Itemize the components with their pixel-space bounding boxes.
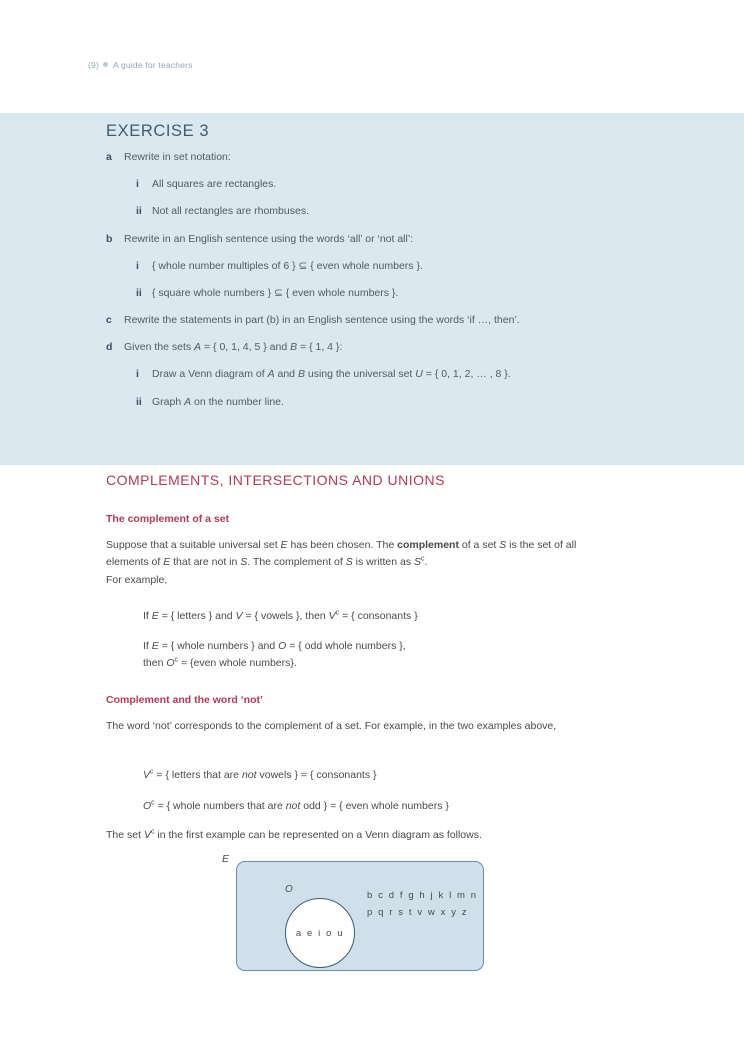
paragraph-suppose-universal-set: Suppose that a suitable universal set E has been chosen. The complement of a set S is the set of all elements of E that are not in S. The complement of S is written as $S^c$. For example, (106, 539, 577, 586)
exercise-item (136, 259, 686, 273)
venn-diagram (222, 853, 492, 978)
exercise-item-marker: ii (136, 286, 142, 299)
exercise-item-text: Graph A on the number line. (152, 395, 284, 408)
exercise-item-marker: i (136, 259, 139, 272)
exercise-item-marker: d (106, 341, 113, 354)
exercise-item-text: Rewrite in an English sentence using the words ‘all’ or ‘not all’: (124, 232, 414, 245)
exercise-item (136, 204, 686, 218)
paragraph-word-not: The word ‘not’ corresponds to the complement of a set. For example, in the two examples above, (106, 720, 557, 732)
exercise-item-marker: c (106, 314, 112, 327)
bullet-dot-icon (103, 62, 108, 67)
exercise-item-text: Draw a Venn diagram of A and B using the universal set U = { 0, 1, 2, … , 8 }. (152, 368, 511, 381)
example-line-odd-numbers: If E = { whole numbers } and O = { odd whole numbers }, then $O^c$ = {even whole numbers}. (143, 640, 406, 669)
exercise-item (136, 177, 686, 191)
subheading-complement-and-not: Complement and the word ‘not’ (106, 694, 263, 706)
venn-outside-contents (367, 888, 478, 921)
exercise-item-text: Rewrite in set notation: (124, 151, 231, 163)
venn-circle (285, 898, 355, 968)
exercise-item-marker: i (136, 368, 139, 381)
exercise-title: EXERCISE 3 (106, 122, 210, 140)
section-heading: COMPLEMENTS, INTERSECTIONS AND UNIONS (106, 472, 445, 488)
exercise-item-text: Given the sets A = { 0, 1, 4, 5 } and B = { 1, 4 }: (124, 341, 343, 354)
venn-outside-line-2: p q r s t v w x y z (367, 906, 469, 918)
paragraph-venn-intro: The set $V^c$ in the first example can be represented on a Venn diagram as follows. (106, 828, 482, 841)
exercise-item-marker: a (106, 151, 112, 163)
exercise-item (136, 286, 686, 300)
exercise-question-list (106, 150, 686, 422)
venn-circle-label: O (285, 884, 293, 895)
exercise-item-text: Not all rectangles are rhombuses. (152, 205, 309, 218)
exercise-item-marker: ii (136, 395, 142, 408)
page-number: (9) (88, 60, 99, 70)
venn-universe-rect (236, 861, 484, 971)
header-title: A guide for teachers (113, 60, 193, 70)
page-running-header (88, 60, 193, 70)
exercise-item (136, 395, 686, 409)
exercise-item (106, 232, 686, 246)
venn-circle-contents: a e i o u (295, 927, 345, 939)
exercise-item-text: Rewrite the statements in part (b) in an English sentence using the words ‘if …, then’. (124, 314, 520, 327)
exercise-item-text: { whole number multiples of 6 } ⊆ { even whole numbers }. (152, 259, 423, 272)
equation-odd-complement: $O^c$ = { whole numbers that are not odd } = { even whole numbers } (143, 799, 449, 812)
exercise-item (106, 340, 686, 354)
venn-outside-line-1: b c d f g h j k l m n (367, 890, 478, 901)
equation-vowels-complement: $V^c$ = { letters that are not vowels } = { consonants } (143, 768, 377, 781)
example-line-vowels: If E = { letters } and V = { vowels }, then $V^c$ = { consonants } (143, 609, 418, 622)
exercise-item (136, 367, 686, 381)
exercise-item-marker: b (106, 232, 113, 245)
subheading-complement-of-a-set: The complement of a set (106, 513, 230, 525)
exercise-item-marker: ii (136, 205, 142, 218)
venn-universe-label: E (222, 853, 230, 865)
exercise-item (106, 150, 686, 164)
exercise-item-text: { square whole numbers } ⊆ { even whole numbers }. (152, 286, 399, 299)
exercise-item-text: All squares are rectangles. (152, 178, 277, 191)
exercise-item (106, 313, 686, 327)
exercise-item-marker: i (136, 178, 139, 191)
